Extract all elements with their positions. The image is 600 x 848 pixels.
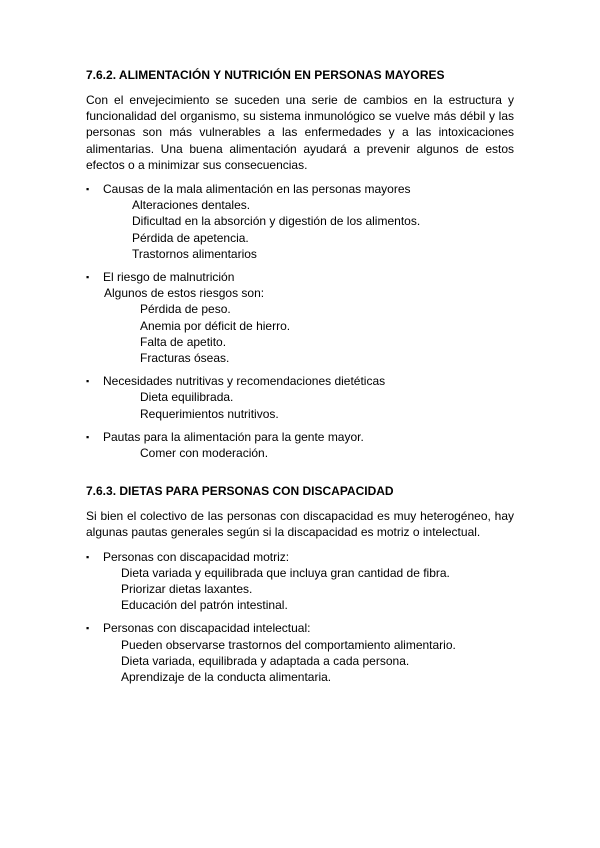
bullet-sublabel: Algunos de estos riesgos son: [104, 286, 265, 301]
bullet-label: Pautas para la alimentación para la gente mayor. [103, 429, 364, 444]
sub-item: Dieta equilibrada. [140, 390, 234, 405]
bullet-label: Personas con discapacidad intelectual: [103, 621, 311, 636]
sub-item: Aprendizaje de la conducta alimentaria. [121, 670, 332, 685]
bullet-icon: ▪ [86, 184, 90, 195]
bullet-icon: ▪ [86, 272, 90, 283]
sub-item: Trastornos alimentarios [132, 246, 257, 261]
bullet-label: El riesgo de malnutrición [103, 270, 235, 285]
intro-paragraph-elderly: Con el envejecimiento se suceden una serie de cambios en la estructura y funcionalidad del organismo, su sistema inmunológico se vuelve más débil y las personas son más vulnerables a las enfermedades y a las intoxicaciones alimentarias. Una buena alimentación ayudará a prevenir algunos de estos efectos o a minimizar sus consecuencias. [86, 93, 514, 172]
bullet-label: Personas con discapacidad motriz: [103, 549, 290, 564]
list-item [86, 620, 514, 685]
bullet-icon: ▪ [86, 623, 90, 634]
list-item [86, 429, 514, 461]
list-item [86, 181, 514, 262]
list-item [86, 269, 514, 366]
sub-item: Priorizar dietas laxantes. [121, 582, 253, 597]
sub-item: Anemia por déficit de hierro. [140, 318, 291, 333]
bullet-icon: ▪ [86, 551, 90, 562]
sub-item: Comer con moderación. [140, 446, 269, 461]
sub-item: Pueden observarse trastornos del comportamiento alimentario. [121, 637, 456, 652]
elderly-topics-list [86, 181, 514, 461]
sub-item: Pérdida de peso. [140, 302, 231, 317]
bullet-icon: ▪ [86, 431, 90, 442]
sub-item: Alteraciones dentales. [132, 198, 251, 213]
sub-item: Educación del patrón intestinal. [121, 598, 288, 613]
document-page [86, 66, 514, 685]
list-item [86, 549, 514, 614]
sub-item: Falta de apetito. [140, 334, 227, 349]
section-heading-elderly: 7.6.2. ALIMENTACIÓN Y NUTRICIÓN EN PERSONAS MAYORES [86, 68, 445, 82]
sub-item: Requerimientos nutritivos. [140, 406, 279, 421]
sub-item: Fracturas óseas. [140, 351, 230, 366]
section-heading-disability: 7.6.3. DIETAS PARA PERSONAS CON DISCAPACIDAD [86, 484, 394, 499]
sub-item: Dieta variada y equilibrada que incluya gran cantidad de fibra. [121, 565, 450, 580]
bullet-label: Necesidades nutritivas y recomendaciones dietéticas [103, 374, 386, 389]
intro-paragraph-disability: Si bien el colectivo de las personas con discapacidad es muy heterogéneo, hay algunas pautas generales según si la discapacidad es motriz o intelectual. [86, 509, 514, 540]
disability-topics-list [86, 549, 514, 686]
sub-item: Dificultad en la absorción y digestión de los alimentos. [132, 214, 421, 229]
sub-item: Pérdida de apetencia. [132, 230, 249, 245]
bullet-icon: ▪ [86, 376, 90, 387]
bullet-label: Causas de la mala alimentación en las personas mayores [103, 182, 411, 197]
list-item [86, 373, 514, 422]
sub-item: Dieta variada, equilibrada y adaptada a cada persona. [121, 653, 410, 668]
